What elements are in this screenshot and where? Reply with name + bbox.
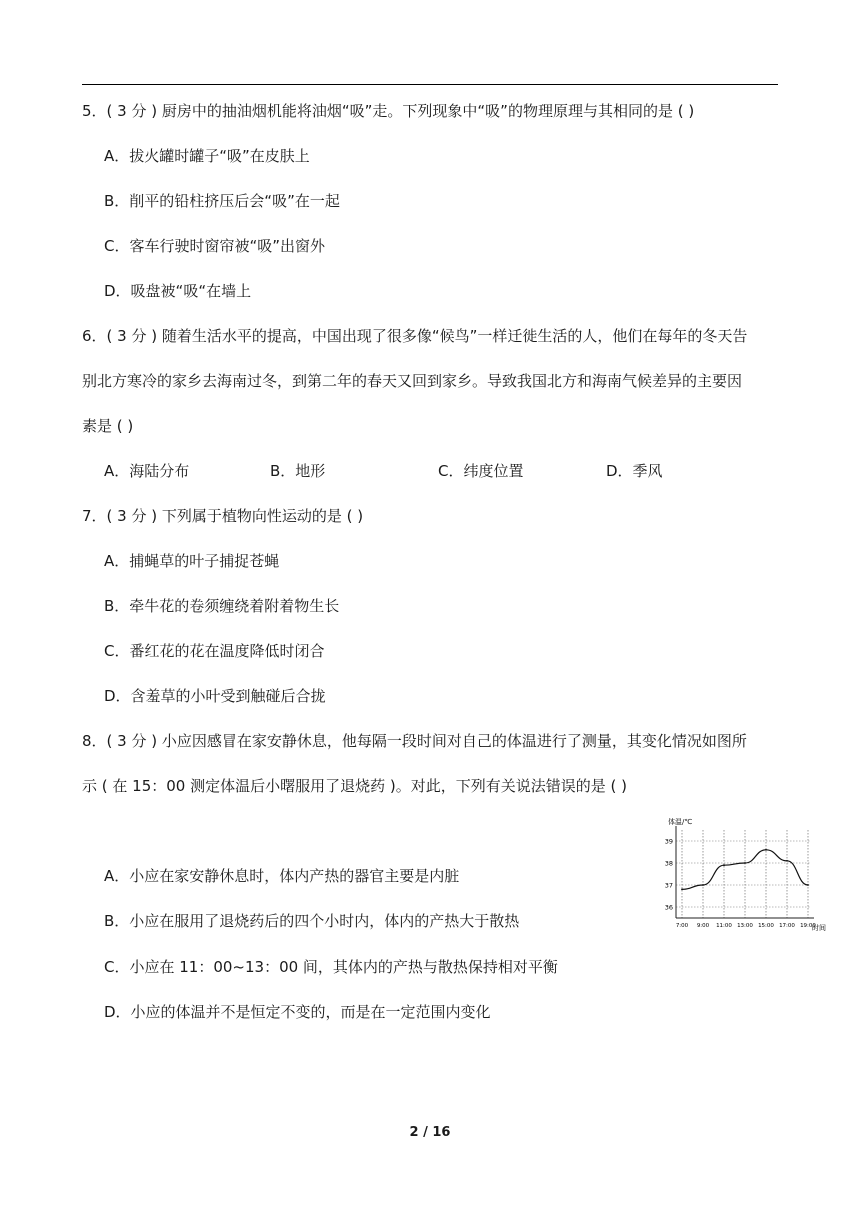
question-stem: 素是 ( ) [82, 417, 134, 435]
option-d: D．小应的体温并不是恒定不变的，而是在一定范围内变化 [104, 1003, 491, 1021]
question-stem: 8．( 3 分 ) 小应因感冒在家安静休息，他每隔一段时间对自己的体温进行了测量，其变化情况如图所 [82, 732, 747, 750]
data-point [744, 862, 746, 864]
header-rule [82, 84, 778, 85]
x-tick-label: 19:00 [800, 923, 816, 929]
x-axis-label: 时间 [812, 924, 826, 932]
data-point [702, 884, 704, 886]
data-point [723, 864, 725, 866]
y-tick-label: 38 [664, 859, 673, 868]
option-d: D．季风 [606, 462, 663, 480]
option-a: A．小应在家安静休息时，体内产热的器官主要是内脏 [104, 867, 460, 885]
data-point [681, 889, 683, 891]
question-stem: 7．( 3 分 ) 下列属于植物向性运动的是 ( ) [82, 507, 364, 525]
option-b: B．削平的铅柱挤压后会“吸”在一起 [104, 192, 340, 210]
option-c: C．番红花的花在温度降低时闭合 [104, 642, 325, 660]
y-tick-label: 36 [664, 903, 673, 912]
option-b: B．小应在服用了退烧药后的四个小时内，体内的产热大于散热 [104, 912, 520, 930]
option-c: C．客车行驶时窗帘被“吸”出窗外 [104, 237, 326, 255]
body-temperature-chart [660, 814, 830, 936]
option-d: D．吸盘被“吸“在墙上 [104, 282, 252, 300]
x-tick-label: 11:00 [716, 923, 732, 929]
option-a: A．捕蝇草的叶子捕捉苍蝇 [104, 552, 280, 570]
x-tick-label: 7:00 [675, 923, 689, 929]
y-tick-label: 39 [664, 837, 673, 846]
question-stem: 5．( 3 分 ) 厨房中的抽油烟机能将油烟“吸”走。下列现象中“吸”的物理原理与其相同的是 ( ) [82, 102, 695, 120]
data-point [807, 884, 809, 886]
option-b: B．牵牛花的卷须缠绕着附着物生长 [104, 597, 340, 615]
data-point [786, 860, 788, 862]
page-number: 2 / 16 [409, 1125, 451, 1140]
option-d: D．含羞草的小叶受到触碰后合拢 [104, 687, 326, 705]
option-a: A．海陆分布 [104, 462, 190, 480]
y-tick-label: 37 [664, 881, 673, 890]
option-b: B．地形 [270, 462, 326, 480]
x-tick-label: 13:00 [737, 923, 753, 929]
data-point [765, 849, 767, 851]
x-tick-label: 15:00 [758, 923, 774, 929]
x-tick-label: 9:00 [696, 923, 710, 929]
x-tick-label: 17:00 [779, 923, 795, 929]
y-axis-label: 体温/℃ [668, 818, 693, 826]
question-stem: 示 ( 在 15：00 测定体温后小曙服用了退烧药 )。对此，下列有关说法错误的是 ( ) [82, 777, 627, 795]
option-c: C．小应在 11：00~13：00 间，其体内的产热与散热保持相对平衡 [104, 958, 558, 976]
option-c: C．纬度位置 [438, 462, 524, 480]
question-stem: 6．( 3 分 ) 随着生活水平的提高，中国出现了很多像“候鸟”一样迁徙生活的人，他们在每年的冬天告 [82, 327, 748, 345]
option-a: A．拔火罐时罐子“吸”在皮肤上 [104, 147, 310, 165]
question-stem: 别北方寒冷的家乡去海南过冬，到第二年的春天又回到家乡。导致我国北方和海南气候差异的主要因 [82, 372, 743, 390]
